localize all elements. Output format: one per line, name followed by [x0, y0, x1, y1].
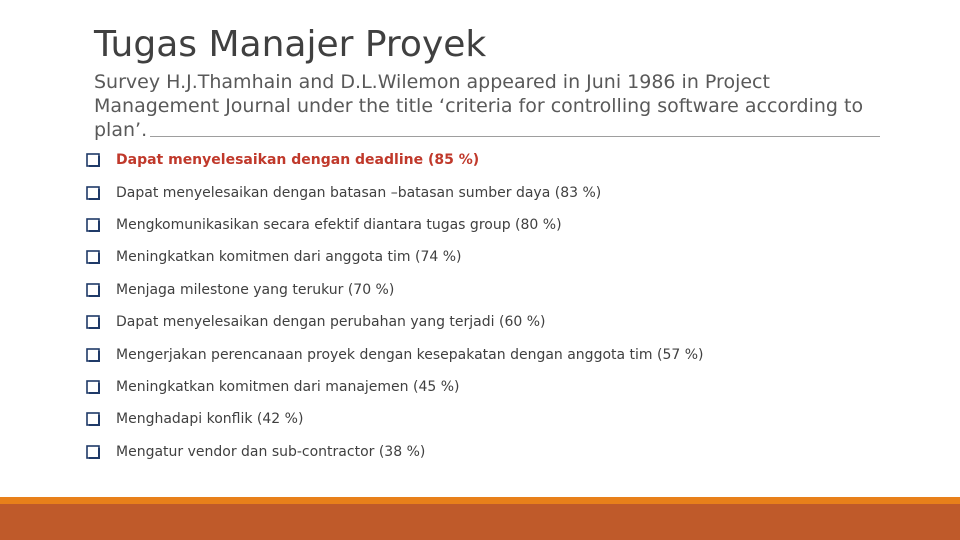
checkbox-bullet-icon — [86, 186, 100, 200]
list-item — [86, 274, 704, 306]
list-item — [86, 403, 704, 435]
checkbox-bullet-icon — [86, 445, 100, 459]
checkbox-bullet-icon — [86, 218, 100, 232]
checkbox-bullet-icon — [86, 412, 100, 426]
list-item — [86, 241, 704, 273]
slide-subtitle: Survey H.J.Thamhain and D.L.Wilemon appeared in Juni 1986 in Project Management Journal under the title ‘criteria for controlling software according to plan’. — [94, 71, 864, 141]
checkbox-bullet-icon — [86, 315, 100, 329]
list-item-text: Mengkomunikasikan secara efektif diantara tugas group (80 %) — [116, 216, 562, 233]
list-item — [86, 436, 704, 468]
list-item-text: Dapat menyelesaikan dengan perubahan yang terjadi (60 %) — [116, 314, 546, 331]
list-item-text: Dapat menyelesaikan dengan batasan –batasan sumber daya (83 %) — [116, 184, 602, 201]
list-item-text: Meningkatkan komitmen dari anggota tim (74 %) — [116, 249, 462, 266]
list-item — [86, 306, 704, 338]
list-item-text: Mengatur vendor dan sub-contractor (38 %) — [116, 443, 426, 460]
checkbox-bullet-icon — [86, 283, 100, 297]
title-divider — [150, 136, 880, 137]
checkbox-bullet-icon — [86, 380, 100, 394]
list-item — [86, 209, 704, 241]
list-item-text: Mengerjakan perencanaan proyek dengan kesepakatan dengan anggota tim (57 %) — [116, 346, 704, 363]
checkbox-bullet-icon — [86, 348, 100, 362]
list-item — [86, 371, 704, 403]
footer-bar — [0, 504, 960, 540]
footer-accent-band — [0, 497, 960, 504]
slide-title: Tugas Manajer Proyek — [94, 24, 487, 65]
checkbox-bullet-icon — [86, 250, 100, 264]
criteria-list — [86, 144, 704, 468]
list-item-text: Dapat menyelesaikan dengan deadline (85 %) — [116, 152, 480, 169]
list-item-text: Menghadapi konflik (42 %) — [116, 411, 304, 428]
list-item-text: Meningkatkan komitmen dari manajemen (45 %) — [116, 378, 460, 395]
checkbox-bullet-icon — [86, 153, 100, 167]
list-item — [86, 176, 704, 208]
list-item — [86, 338, 704, 370]
list-item-text: Menjaga milestone yang terukur (70 %) — [116, 281, 395, 298]
list-item — [86, 144, 704, 176]
